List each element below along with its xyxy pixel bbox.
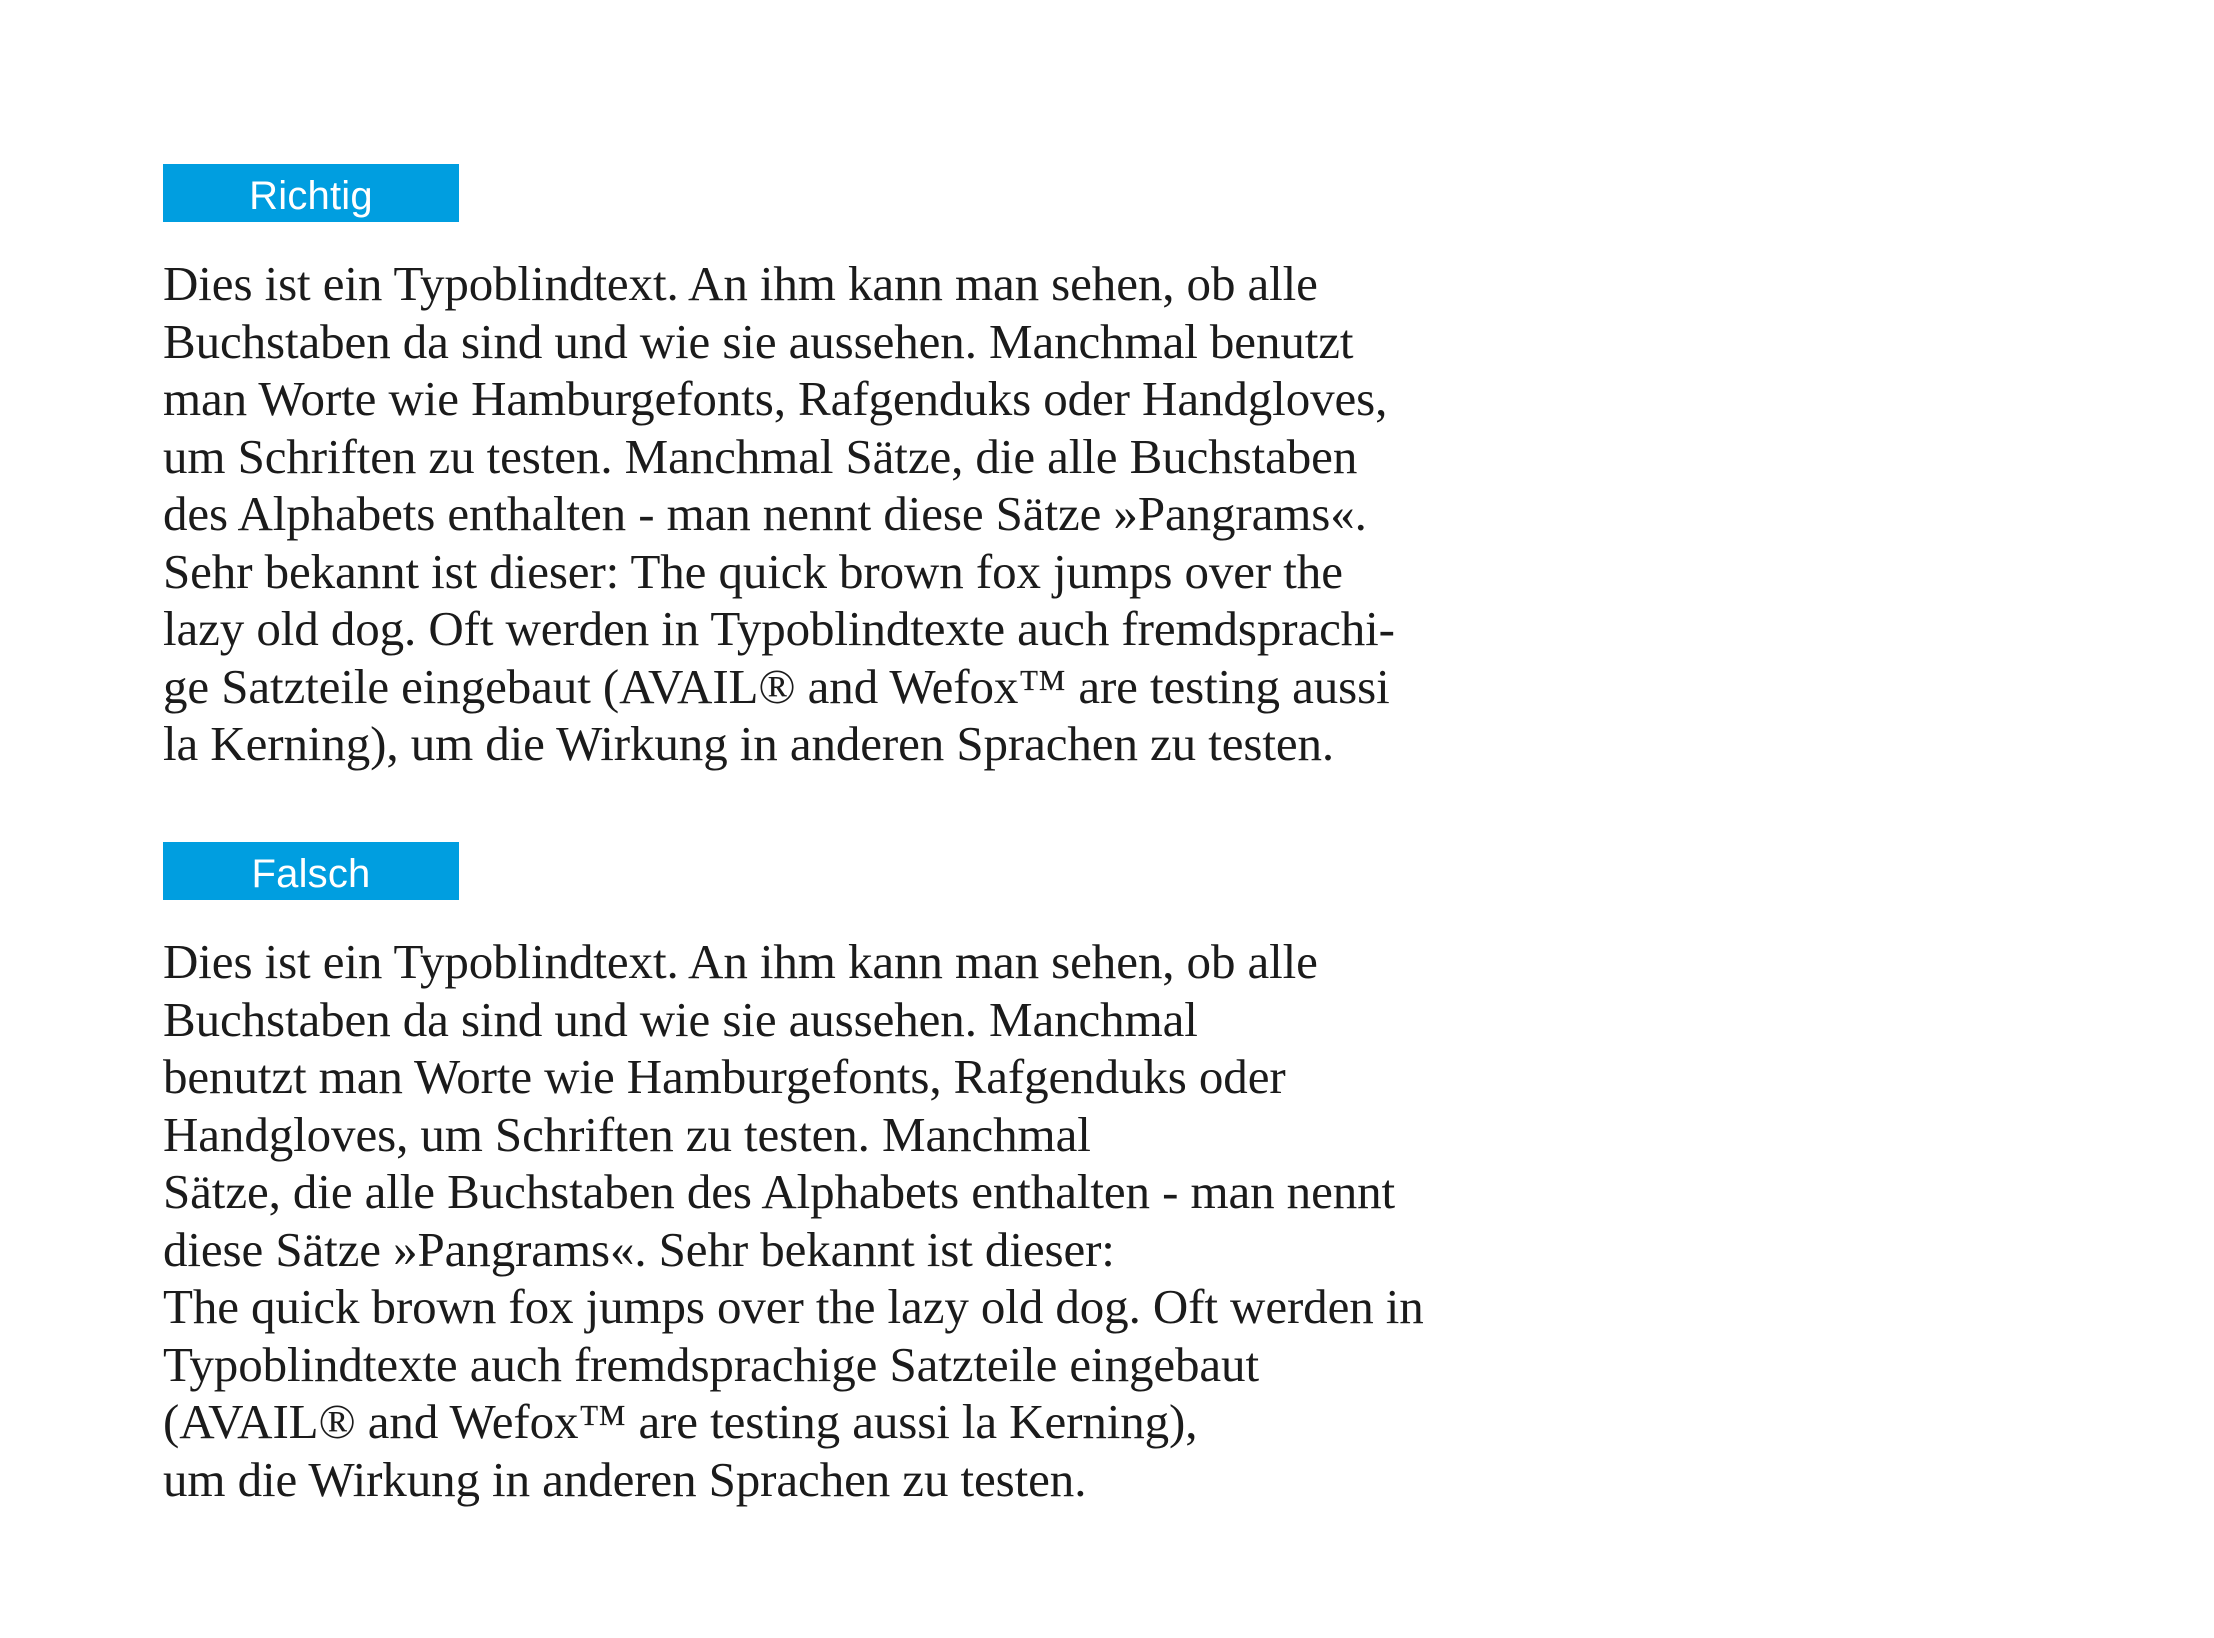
paragraph-correct: Dies ist ein Typoblindtext. An ihm kann man sehen, ob alle Buchstaben da sind und wie sie aussehen. Manchmal benutzt man Worte wie Hamburgefonts, Rafgenduks oder Handgloves, um Schriften zu testen. Manchmal Sätze, die alle Buchstaben des Alphabets enthalten - man nennt diese Sätze »Pangrams«. Sehr bekannt ist dieser: The quick brown fox jumps over the lazy old dog. Oft werden in Typoblindtexte auch fremdsprachi- ge Satzteile eingebaut (AVAIL® and Wefox™ are testing aussi la Kerning), um die Wirkung in anderen Sprachen zu testen. [163, 256, 1395, 771]
badge-falsch: Falsch [163, 842, 459, 900]
correct-example-block [163, 164, 1395, 773]
paragraph-wrong: Dies ist ein Typoblindtext. An ihm kann man sehen, ob alle Buchstaben da sind und wie sie aussehen. Manchmal benutzt man Worte wie Hamburgefonts, Rafgenduks oder Handgloves, um Schriften zu testen. Manchmal Sätze, die alle Buchstaben des Alphabets enthalten - man nennt diese Sätze »Pangrams«. Sehr bekannt ist dieser: The quick brown fox jumps over the lazy old dog. Oft werden in Typoblindtexte auch fremdsprachige Satzteile eingebaut (AVAIL® and Wefox™ are testing aussi la Kerning), um die Wirkung in anderen Sprachen zu testen. [163, 934, 1424, 1507]
badge-richtig: Richtig [163, 164, 459, 222]
wrong-example-block [163, 842, 1424, 1508]
